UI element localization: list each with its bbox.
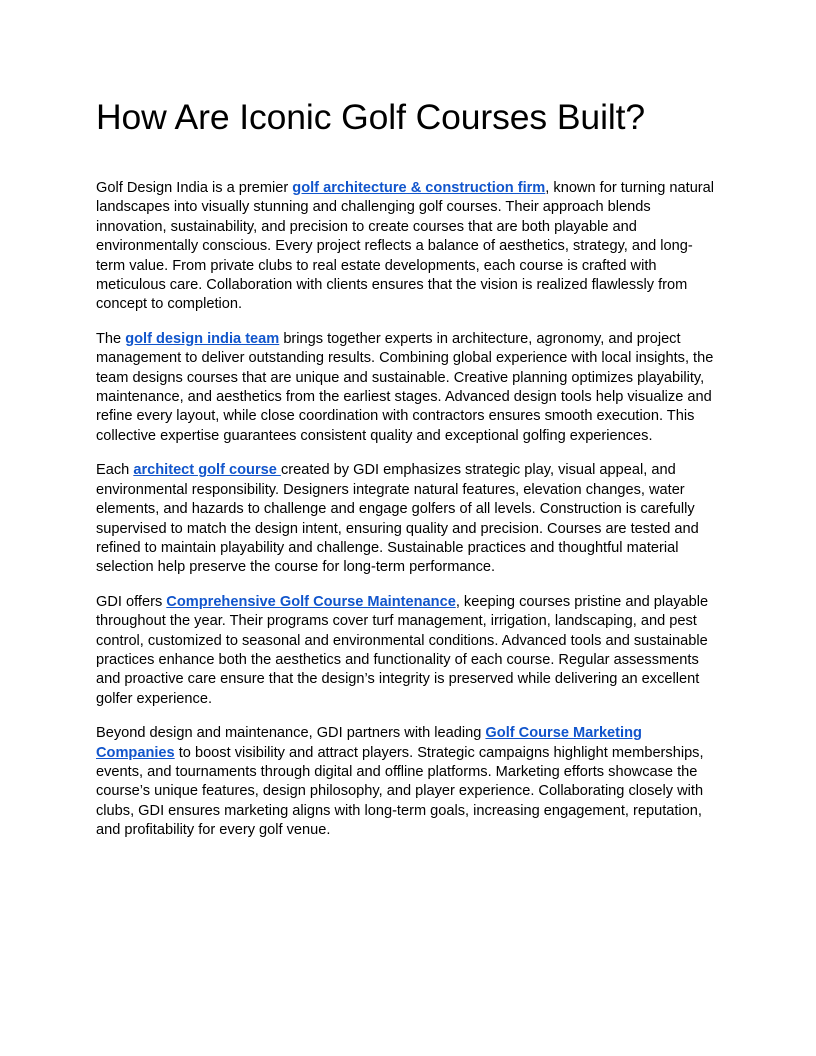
paragraph-maintenance [96, 593, 720, 709]
link-golf-course-marketing-companies[interactable]: Golf Course Marketing Companies [96, 725, 642, 761]
paragraph-text: created by GDI emphasizes strategic play, visual appeal, and environmental responsibility. Designers integrate natural features, elevation changes, water elements, and hazards to challenge and engage golfers of all levels. Construction is carefully supervised to match the design intent, ensuring quality and precision. Courses are tested and refined to maintain playability and challenge. Sustainable practices and thoughtful material selection help preserve the course for long-term performance. [96, 462, 699, 576]
paragraph-text: Beyond design and maintenance, GDI partners with leading [96, 725, 486, 742]
paragraph-text: Golf Design India is a premier [96, 180, 293, 196]
link-golf-design-india-team[interactable]: golf design india team [125, 330, 280, 347]
paragraph-text: to boost visibility and attract players. Strategic campaigns highlight memberships, events, and tournaments through digital and offline platforms. Marketing efforts showcase the course’s unique features, design philosophy, and player experience. Collaborating closely with clubs, GDI ensures marketing aligns with long-term goals, increasing engagement, reputation, and profitability for every golf venue. [96, 744, 704, 839]
link-golf-architecture-construction-firm[interactable]: golf architecture & construction firm [292, 180, 546, 196]
link-comprehensive-golf-course-maintenance[interactable]: Comprehensive Golf Course Maintenance [166, 593, 456, 610]
paragraph-text: GDI offers [96, 593, 167, 610]
paragraph-text: , known for turning natural landscapes into visually stunning and challenging golf courses. Their approach blends innovation, sustainability, and precision to create courses that are both playable and environmentally conscious. Every project reflects a balance of aesthetics, strategy, and long-term value. From private clubs to real estate developments, each course is crafted with meticulous care. Collaboration with clients ensures that the vision is realized flawlessly from concept to completion. [96, 180, 715, 313]
paragraph-text: Each [96, 462, 134, 479]
paragraph-text: The [96, 330, 126, 347]
paragraph-architect [96, 461, 720, 577]
paragraph-text: , keeping courses pristine and playable throughout the year. Their programs cover turf management, irrigation, landscaping, and pest control, customized to seasonal and environmental conditions. Advanced tools and sustainable practices enhance both the aesthetics and functionality of each course. Regular assessments and proactive care ensure that the design’s integrity is preserved while delivering an excellent golfer experience. [96, 593, 709, 707]
document-body [96, 179, 720, 856]
paragraph-team [96, 330, 720, 446]
link-architect-golf-course[interactable]: architect golf course [133, 462, 281, 479]
paragraph-text: brings together experts in architecture, agronomy, and project management to deliver outstanding results. Combining global experience with local insights, the team designs courses that are unique and sustainable. Creative planning optimizes playability, maintenance, and aesthetics from the earliest stages. Advanced design tools help visualize and refine every layout, while close coordination with contractors ensures smooth execution. This collective expertise guarantees consistent quality and exceptional golfing experiences. [96, 330, 714, 444]
page-title: How Are Iconic Golf Courses Built? [96, 97, 646, 137]
paragraph-marketing [96, 724, 720, 840]
paragraph-intro [96, 179, 720, 315]
